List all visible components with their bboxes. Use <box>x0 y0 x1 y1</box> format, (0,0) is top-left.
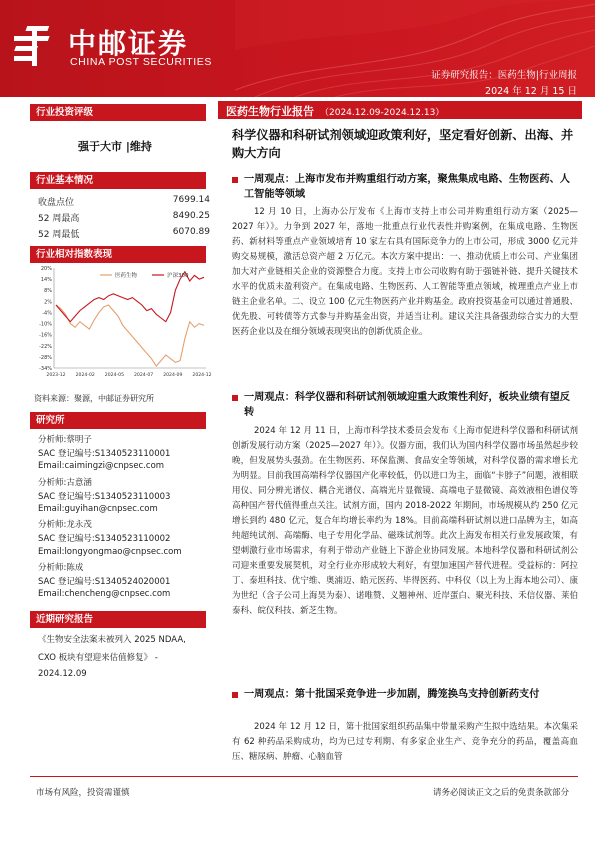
info-value: 6070.89 <box>172 227 210 237</box>
info-value: 8490.25 <box>172 211 210 221</box>
section-bullet-icon <box>232 395 238 401</box>
analyst-info-line: SAC 登记编号:S1340523110001 <box>38 449 171 460</box>
y-tick-label: -16% <box>39 332 52 339</box>
section-bullet-icon <box>232 692 238 698</box>
rating-section-title: 行业投资评级 <box>30 104 206 121</box>
x-tick-label: 2024-02 <box>75 373 95 378</box>
report-title-bar <box>218 101 582 119</box>
section-title: 一周观点：科学仪器和科研试剂领域迎重大政策性利好，板块业绩有望反转 <box>244 391 570 418</box>
brand-name: 中邮证券 <box>68 27 189 60</box>
report-headline: 科学仪器和科研试剂领域迎政策利好，坚定看好创新、出海、并购大方向 <box>232 128 574 160</box>
report-period: （2024.12.09-2024.12.13） <box>320 108 445 118</box>
section-bullet-icon <box>232 177 238 183</box>
section-paragraph <box>232 424 578 619</box>
y-tick-label: -34% <box>39 366 52 372</box>
chart-source: 资料来源：聚源，中邮证券研究所 <box>34 394 154 403</box>
section-title: 一周观点：上海市发布并购重组行动方案，聚焦集成电路、生物医药、人工智能等领域 <box>244 173 570 200</box>
x-tick-label: 2024-12 <box>192 373 212 378</box>
y-tick-label: 8% <box>44 288 52 295</box>
section-paragraph-text: 2024 年 12 月 12 日，第十批国家组织药品集中带量采购产生拟中选结果。本次集采有 62 种药品采购成功，均为已过专利期、有多家企业生产、竞争充分的药品，覆盖高血压、糖尿病、肿瘤、心脑血管 <box>232 722 578 762</box>
series-line-pharma <box>56 305 204 366</box>
footer-divider <box>30 776 578 777</box>
performance-section-title: 行业相对指数表现 <box>30 246 206 263</box>
analyst-info-line: 分析师:龙永茂 <box>38 520 92 531</box>
analyst-info-line: SAC 登记编号:S1340524020001 <box>38 577 171 587</box>
recent-reports-section-title: 近期研究报告 <box>30 611 206 628</box>
info-label: 52 周最低 <box>38 230 80 240</box>
analyst-info-line: SAC 登记编号:S1340523110003 <box>38 491 171 502</box>
y-tick-label: -22% <box>39 343 52 350</box>
report-category-title: 医药生物行业报告 <box>226 105 314 118</box>
y-tick-label: -10% <box>39 321 52 328</box>
brand-name-english: CHINA POST SECURITIES <box>70 56 212 68</box>
analyst-info-line: Email:chencheng@cnpsec.com <box>38 589 171 600</box>
basic-info-row <box>38 195 210 208</box>
x-tick-label: 2023-12 <box>46 373 66 378</box>
relative-index-chart-svg <box>30 262 212 380</box>
china-post-logo-icon <box>14 24 58 68</box>
y-tick-label: 14% <box>40 277 52 284</box>
y-tick-label: 20% <box>40 266 52 272</box>
analyst-info-line: SAC 登记编号:S1340523110002 <box>38 534 171 545</box>
relative-index-chart <box>30 262 212 380</box>
industry-rating: 强于大市 |维持 <box>78 140 152 153</box>
section-paragraph-text: 2024 年 12 月 11 日，上海市科学技术委员会发布《上海市促进科学仪器和科研试剂创新发展行动方案（2025—2027 年）》。仪器方面，我们认为国内科学仪器市场虽然起步较晚，但发展势头强劲。在生物医药、环保监测、食品安全等领域，对科学仪器的需求增长尤为明显。目前我国高端科学仪器国产化率较低，仍以进口为主，面临“卡脖子”问题，液相联用仪、同分辨光谱仪、耦合光谱仪、高端光片显微镜、高端电子显微镜、高效液相色谱仪等高种国产替代值得重点关注。试剂方面，国内 2018-2022 年期间，市场规模从约 250 亿元增长到约 480 亿元，复合年均增长率约为 18%。目前高端科研试剂以进口品牌为主，如高纯超纯试剂、高端酶、电子专用化学品、磁珠试剂等。此次上海发布相关行业发展政策，有望刺激行业市场需求，有利于带动产业链上下游企业协同发展。本地科学仪器和科研试剂公司迎来重要发展契机，对全行业亦形成较大利好，有望加速国产替代进程。受益标的：阿拉丁、泰坦科技、优宁维、奥浦迈、皓元医药、毕得医药、中科仪（以上为上海本地公司）、康为世纪（含子公司上海昊为泰）、诺唯赞、义翘神州、近岸蛋白、聚光科技、禾信仪器、莱伯泰科、皖仪科技、新芝生物。 <box>232 426 578 616</box>
analyst-info-line: 分析师:陈成 <box>38 562 84 573</box>
section-paragraph-text: 12 月 10 日，上海办公厅发布《上海市支持上市公司并购重组行动方案（2025—2027 年）》。力争到 2027 年，落地一批重点行业代表性并购案例，在集成电路、生物医药、新材料等重点产业领域培育 10 家左右具有国际竞争力的上市公司，形成 3000 亿元并购交易规模，激活总资产超 2 万亿元。本次方案中提出：一、推动优质上市公司、产业集团加大对产业链相关企业的资源整合力度。支持上市公司收购有助于强链补链、提升关键技术水平的优质未盈利资产。在集成电路、生物医药、人工智能等重点领域，梳理重点产业上市链主企业名单。二、设立 100 亿元生物医药产业并购基金。政府投资基金可以通过普通股、优先股、可转债等方式参与并购基金出资，并适当让利。建议关注具备强劲综合实力的大型医药企业以及在细分领域表现突出的创新优质企业。 <box>232 207 578 337</box>
x-tick-label: 2024-09 <box>163 373 183 378</box>
analyst-info-line: 分析师:蔡明子 <box>38 435 92 445</box>
y-tick-label: -28% <box>39 354 52 361</box>
recent-report-line: 《生物安全法案未被列入 2025 NDAA, <box>38 635 186 645</box>
analyst-info-line: 分析师:古意涵 <box>38 477 92 488</box>
analyst-info-line: Email:longyongmao@cnpsec.com <box>38 546 182 557</box>
legend-label: 沪深300 <box>167 273 189 279</box>
series-line-csi300 <box>56 272 204 322</box>
section-title: 一周观点：第十批国采竞争进一步加剧，腾笼换鸟支持创新药支付 <box>244 688 540 700</box>
analyst-info-line: Email:caimingzi@cnpsec.com <box>38 461 165 472</box>
info-label: 收盘点位 <box>38 198 75 208</box>
section-paragraph <box>232 720 578 765</box>
x-tick-label: 2024-05 <box>104 373 125 378</box>
report-header <box>0 0 595 97</box>
report-type: 证券研究报告：医药生物|行业周报 <box>431 70 577 81</box>
y-tick-label: -4% <box>42 310 52 317</box>
basic-info-section-title: 行业基本情况 <box>30 172 206 189</box>
report-date: 2024 年 12 月 15 日 <box>485 86 577 97</box>
basic-info-row <box>38 211 210 224</box>
section-paragraph <box>232 205 578 340</box>
disclaimer-notice: 请务必阅读正文之后的免责条款部分 <box>432 788 569 798</box>
info-value: 7699.14 <box>172 195 210 205</box>
recent-report-line: 2024.12.09 <box>38 669 87 679</box>
basic-info-row <box>38 227 210 240</box>
research-section-title: 研究所 <box>30 412 206 429</box>
analyst-info-line: Email:guyihan@cnpsec.com <box>38 504 158 514</box>
x-tick-label: 2024-07 <box>133 373 154 378</box>
legend-label: 医药生物 <box>115 273 138 279</box>
recent-report-line: CXO 板块有望迎来估值修复》 - <box>38 653 158 663</box>
risk-notice: 市场有风险，投资需谨慎 <box>36 788 130 798</box>
y-tick-label: 2% <box>44 299 52 306</box>
info-label: 52 周最高 <box>38 214 80 224</box>
